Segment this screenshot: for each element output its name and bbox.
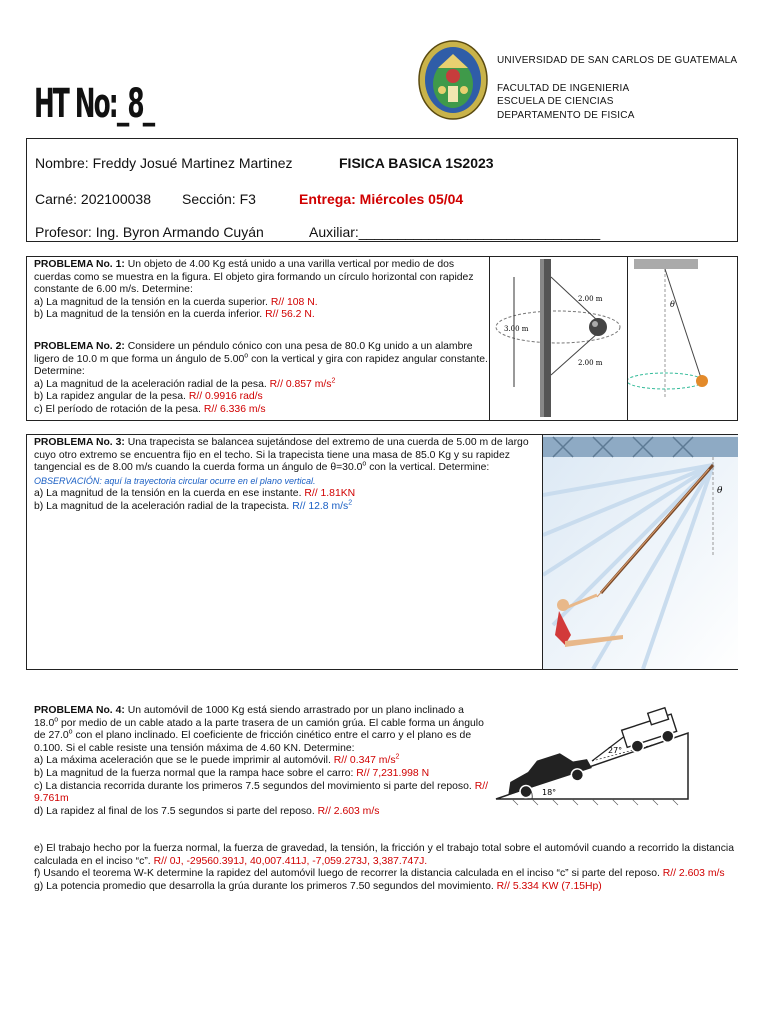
- label-incline-angle: 18°: [542, 788, 557, 797]
- institution-block: [497, 54, 737, 122]
- problem-2-statement-1: Considere un péndulo cónico con una pesa de 80.0 Kg unido a un alambre ligero de 10.0 m que forma un ángulo de 5.00: [34, 341, 473, 365]
- tow-truck-incline-figure: [492, 703, 692, 807]
- problem-3-statement-1: Una trapecista se balancea sujetándose del extremo de una cuerda de 5.00 m de largo cuyo otro extremo se encuentra fijo en el techo. Si la trapecista tiene una masa de 85.0 Kg y su rapidez tangencial es de 8.00 m/s cuando la cuerda forma un ángulo de θ=30.0: [34, 437, 529, 474]
- problem-2-statement-2: con la vertical y gira con rapidez angular constante. Determine:: [34, 353, 488, 378]
- problem-1: [34, 259, 489, 322]
- label-cable-angle: 27°: [608, 746, 623, 755]
- trapeze-figure: [543, 435, 738, 669]
- student-carne: Carné: 202100038: [35, 191, 151, 207]
- problem-2-part-b: b) La rapidez angular de la pesa.: [34, 391, 189, 403]
- professor-name: Profesor: Ing. Byron Armando Cuyán: [35, 224, 264, 240]
- problem-2: [34, 341, 489, 417]
- problem-2-title: PROBLEMA No. 2:: [34, 341, 125, 352]
- problem-4-statement-1: Un automóvil de 1000 Kg está siendo arrastrado por un plano inclinado a 18.0: [34, 705, 464, 729]
- department-name: DEPARTAMENTO DE FISICA: [497, 109, 635, 121]
- problem-4-part-c: c) La distancia recorrida durante los primeros 7.5 segundos del movimiento si parte del reposo.: [34, 780, 475, 792]
- problem-4-title: PROBLEMA No. 4:: [34, 705, 125, 716]
- problem-1-answer-b: R// 56.2 N.: [265, 309, 315, 321]
- problem-4-part-f: f) Usando el teorema W-K determine la rapidez del automóvil luego de recorrer la distancia calculada en el inciso “c” si parte del reposo.: [34, 868, 663, 880]
- homework-title: HT No:_8_: [34, 81, 154, 127]
- problem-2-part-a: a) La magnitud de la aceleración radial de la pesa.: [34, 378, 270, 390]
- problem-3-part-a: a) La magnitud de la tensión en la cuerda en ese instante.: [34, 488, 305, 500]
- course-name: FISICA BASICA 1S2023: [339, 155, 494, 171]
- student-section: Sección: F3: [182, 191, 256, 207]
- problem-1-answer-a: R// 108 N.: [270, 296, 318, 308]
- student-info-box: [26, 138, 738, 242]
- problem-3-statement-2: con la vertical. Determine:: [366, 462, 490, 474]
- student-name: Nombre: Freddy Josué Martinez Martinez: [35, 155, 293, 171]
- problem-4-answer-a: R// 0.347 $m/s^2$: [333, 753, 400, 767]
- problem-3: [34, 437, 529, 514]
- degree-mark: o: [244, 352, 249, 360]
- university-name: UNIVERSIDAD DE SAN CARLOS DE GUATEMALA: [497, 55, 738, 66]
- faculty-name: FACULTAD DE INGENIERIA: [497, 82, 630, 94]
- problem-4-part-e: e) El trabajo hecho por la fuerza normal, la fuerza de gravedad, la tensión, la fricción y el trabajo total sobre el automóvil cuando a recorrido la distancia calculada en el inciso “c”.: [34, 843, 734, 867]
- problem-4-answer-e: R// 0J, -29560.391J, 40,007.411J, -7,059.273J, 3,387.747J.: [153, 855, 428, 867]
- problem-3-title: PROBLEMA No. 3:: [34, 437, 125, 448]
- problem-3-answer-b: R// 12.8 $m/s^2$: [292, 499, 353, 512]
- problem-4-answer-c: R// 9.761m: [34, 780, 488, 805]
- problem-4-answer-d: R// 2.603 m/s: [317, 805, 380, 817]
- school-name: ESCUELA DE CIENCIAS: [497, 96, 614, 107]
- problem-4-statement-2: por medio de un cable atado a la parte trasera de un camión grúa. El cable forma un ángulo de 27.0: [34, 717, 484, 742]
- problem-4-answer-f: R// 2.603 m/s: [662, 868, 725, 880]
- university-seal-icon: [418, 40, 488, 120]
- auxiliar-field: Auxiliar:_______________________________: [309, 224, 601, 240]
- degree-mark: o: [362, 460, 367, 468]
- problem-4-part-b: b) La magnitud de la fuerza normal que la rampa hace sobre el carro:: [34, 767, 357, 779]
- degree-mark: o: [68, 728, 73, 736]
- problem-2-answer-b: R// 0.9916 rad/s: [188, 391, 263, 403]
- problem-4-part-g: g) La potencia promedio que desarrolla la grúa durante los primeros 7.50 segundos del movimiento.: [34, 880, 497, 892]
- problem-3-answer-a: R// 1.81KN: [304, 488, 356, 500]
- problem-4-answer-b: R// 7,231.998 N: [356, 767, 430, 779]
- problem-1-statement: Un objeto de 4.00 Kg está unido a una varilla vertical por medio de dos cuerdas como se muestra en la figura. El objeto gira formando un círculo horizontal con rapidez constante de 6.00 m/s. Determine:: [34, 259, 474, 296]
- label-theta: θ: [670, 300, 675, 309]
- problem-2-answer-a: R// 0.857 $m/s^2$: [269, 377, 336, 390]
- label-top-cord: 2.00 m: [578, 295, 603, 303]
- problem-4-answer-g: R// 5.334 KW (7.15Hp): [496, 880, 602, 892]
- due-date: Entrega: Miércoles 05/04: [299, 191, 464, 207]
- label-bottom-cord: 2.00 m: [578, 359, 603, 367]
- degree-mark: o: [54, 716, 59, 724]
- problem-1-title: PROBLEMA No. 1:: [34, 259, 125, 270]
- conical-pendulum-figure: [628, 257, 738, 420]
- problem-1-part-a: a) La magnitud de la tensión en la cuerda superior.: [34, 296, 271, 308]
- problem-1-part-b: b) La magnitud de la tensión en la cuerda inferior.: [34, 309, 266, 321]
- problem-4-part-d: d) La rapidez al final de los 7.5 segundos si parte del reposo.: [34, 805, 318, 817]
- problems-1-2-box: [26, 256, 738, 421]
- problem-3-box: [26, 434, 738, 670]
- problem-4-statement-3: con el plano inclinado. El coeficiente de fricción cinético entre el carro y el plano es de 0.100. Si el cable resiste una tensión máxima de 4.60 KN. Determine:: [34, 730, 472, 754]
- problem-3-observation: OBSERVACIÓN: aquí la trayectoria circular ocurre en el plano vertical.: [34, 475, 316, 486]
- problem-3-part-b: b) La magnitud de la aceleración radial de la trapecista.: [34, 500, 293, 512]
- rod-two-cords-figure: [490, 257, 627, 420]
- problem-4-header: [34, 705, 489, 818]
- problem-2-part-c: c) El período de rotación de la pesa.: [34, 403, 204, 415]
- label-diameter: 3.00 m: [504, 325, 529, 333]
- problem-2-answer-c: R// 6.336 m/s: [203, 403, 266, 415]
- problem-4-parts: [34, 843, 734, 893]
- label-theta: θ: [717, 486, 723, 496]
- problem-4-part-a: a) La máxima aceleración que se le puede imprimir al automóvil.: [34, 755, 334, 767]
